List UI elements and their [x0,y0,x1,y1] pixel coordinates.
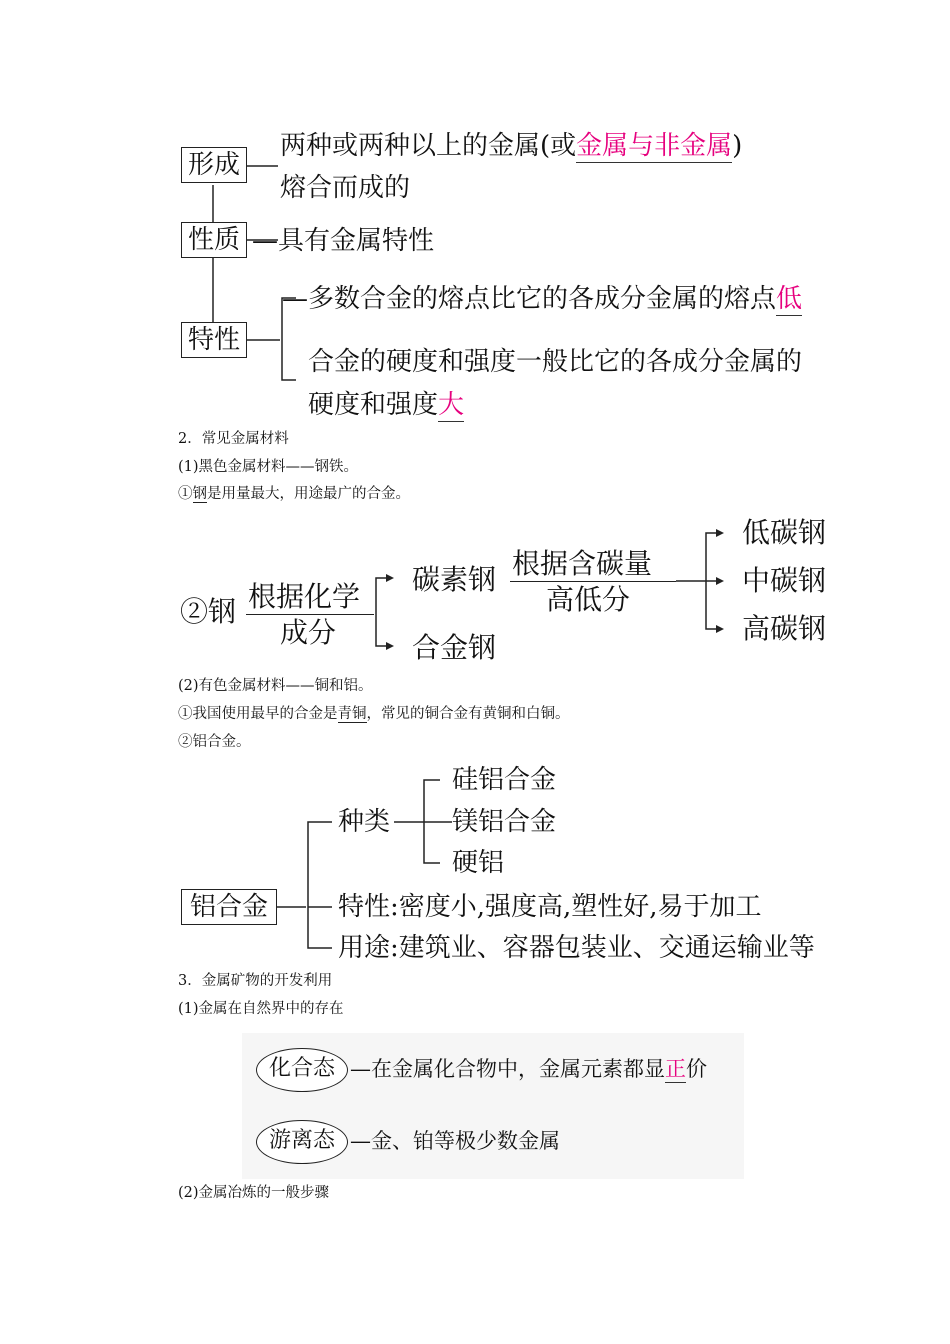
steel-label: ②钢 [180,595,237,628]
combined-state-text [350,1056,707,1082]
combined-state-oval: 化合态 [256,1048,348,1092]
aluminum-type3: 硬铝 [452,848,505,878]
section2b-point2: ②铝合金。 [178,734,251,750]
section2-point1-post: 是用量最大，用途最广的合金。 [207,486,410,502]
steel-criterion2-top: 根据含碳量 [512,547,653,580]
steel-alloy: 合金钢 [412,631,497,664]
formation-line1 [280,131,742,161]
nature-box: 性质 [181,222,247,258]
formation-line2: 熔合而成的 [280,173,411,203]
aluminum-type1: 硅铝合金 [452,765,557,795]
steel-carbon: 碳素钢 [412,563,497,596]
section2-point1-pre: ① [178,486,193,502]
combined-answer: 正 [665,1057,686,1081]
property-item1-text: —多数合金的熔点比它的各成分金属的熔点 [282,284,777,314]
section2b-point1-underlined: 青铜 [337,706,367,722]
property-item1 [282,284,802,314]
section2-sub1: (1)黑色金属材料——钢铁。 [178,459,359,475]
property-item2-answer: 大 [438,390,465,420]
aluminum-box: 铝合金 [181,889,277,925]
section3-sub2: (2)金属冶炼的一般步骤 [178,1185,330,1201]
section2b-point1-post: ，常见的铜合金有黄铜和白铜。 [366,706,570,722]
aluminum-types-label: 种类 [338,807,391,837]
section3-sub1: (1)金属在自然界中的存在 [178,1001,344,1017]
steel-mid-carbon: 中碳钢 [742,564,827,597]
aluminum-type2: 镁铝合金 [452,807,557,837]
steel-criterion1-top: 根据化学 [248,580,361,613]
steel-low-carbon: 低碳钢 [742,516,827,549]
steel-criterion2-bottom: 高低分 [546,583,631,616]
formation-text-pre: 两种或两种以上的金属(或 [280,131,577,161]
combined-text-pre: —在金属化合物中，金属元素都显 [350,1057,665,1081]
property-item2-text: 硬度和强度 [308,390,439,420]
nature-text: —具有金属特性 [252,226,435,256]
property-item1-answer: 低 [776,284,803,314]
steel-high-carbon: 高碳钢 [742,612,827,645]
formation-box: 形成 [181,147,247,183]
aluminum-property: 特性:密度小,强度高,塑性好,易于加工 [338,892,762,922]
section2b-point1 [178,705,570,723]
combined-text-post: 价 [686,1057,707,1081]
steel-criterion1-bottom: 成分 [280,616,337,649]
property-item2-line1: 合金的硬度和强度一般比它的各成分金属的 [308,347,803,377]
property-box: 特性 [181,322,247,358]
free-state-oval: 游离态 [256,1120,348,1164]
section2b-point1-pre: ①我国使用最早的合金是 [178,706,338,722]
steel-criterion1-rule [246,614,374,615]
formation-text-post: ) [732,131,743,161]
aluminum-use: 用途:建筑业、容器包装业、交通运输业等 [338,933,815,963]
section2-point1 [178,485,410,503]
section3-heading: 3．金属矿物的开发利用 [178,973,333,989]
section2-point1-underlined: 钢 [192,486,207,502]
section2-sub2: (2)有色金属材料——铜和铝。 [178,678,373,694]
formation-answer: 金属与非金属 [576,131,733,161]
steel-criterion2-rule [510,581,676,582]
property-item2-line2 [308,390,464,420]
section2-heading: 2．常见金属材料 [178,431,289,447]
free-state-text: —金、铂等极少数金属 [350,1129,560,1153]
